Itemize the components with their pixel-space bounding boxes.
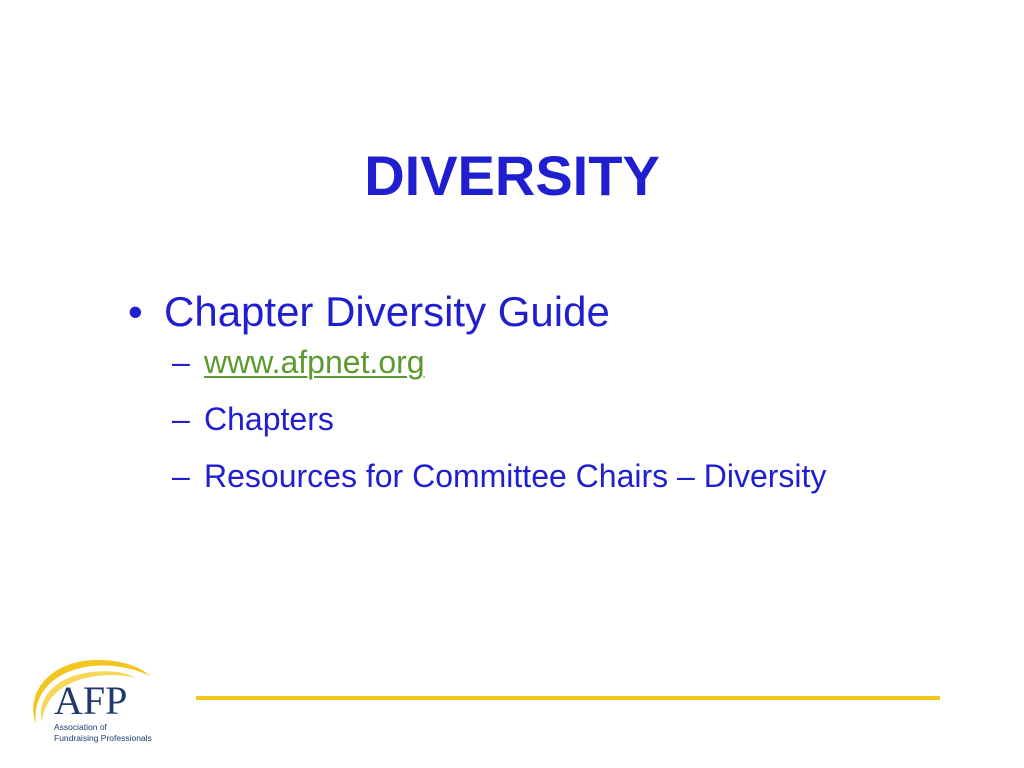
logo-line-1: Association of [54,722,107,732]
sub-bullet-list [172,343,888,495]
bullet-list [128,283,888,514]
footer-rule [196,696,940,700]
bullet-item [128,283,888,341]
slide-title: DIVERSITY [364,144,660,207]
afpnet-link[interactable]: www.afpnet.org [204,344,425,380]
sub-bullet-item [172,457,888,495]
sub-bullet-item [172,400,888,438]
dash-marker: – [172,344,190,380]
logo-line-2: Fundraising Professionals [54,733,152,743]
logo-wordmark: AFP [54,678,128,723]
bullet-text: Chapter Diversity Guide [164,288,610,335]
bullet-marker: • [128,288,143,335]
dash-marker: – [172,401,190,437]
sub-bullet-text: Resources for Committee Chairs – Diversity [204,458,827,494]
sub-bullet-item [172,343,888,381]
sub-bullet-text: Chapters [204,401,334,437]
dash-marker: – [172,458,190,494]
afp-logo [22,652,172,752]
